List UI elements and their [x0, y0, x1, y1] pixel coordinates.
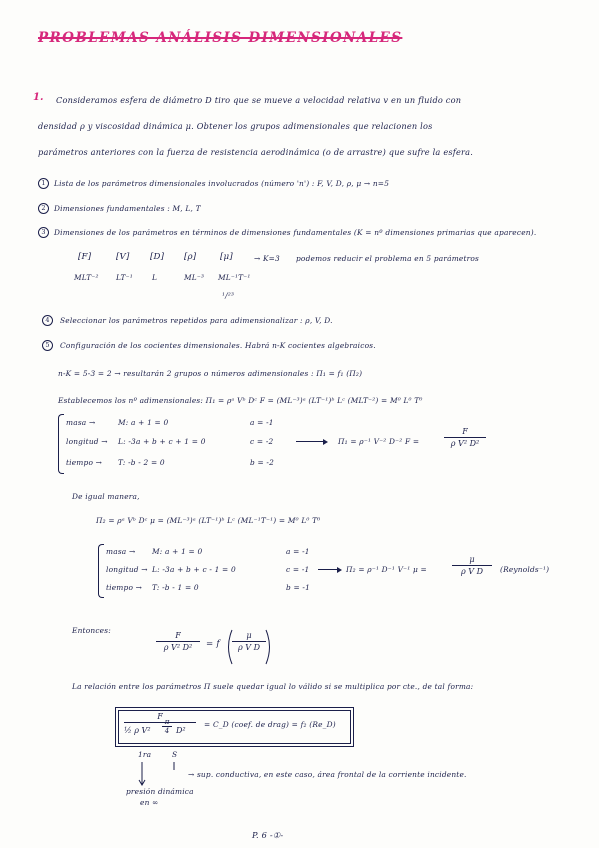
then-label: Entonces: — [72, 626, 111, 635]
sys2-label-length: longitud → — [106, 565, 148, 574]
step-4-text: Seleccionar los parámetros repetidos para adimensionalizar : ρ, V, D. — [60, 316, 333, 325]
dim-f: MLT⁻² — [74, 273, 99, 282]
nk-line: n-K = 5-3 = 2 → resultarán 2 grupos o números adimensionales : Π₁ = f₁ (Π₂) — [58, 369, 363, 378]
dim-param-d: [D] — [150, 252, 165, 262]
problem-number: 1. — [33, 92, 44, 103]
dim-mu: ML⁻¹T⁻¹ — [218, 273, 251, 282]
dim-v: LT⁻¹ — [116, 273, 133, 282]
reduce-note: podemos reducir el problema en 5 parámetros — [296, 254, 480, 263]
dim-footnote: ¹/²³ — [222, 291, 235, 300]
step-1-marker: 1 — [38, 178, 49, 189]
dim-param-mu: [μ] — [220, 252, 233, 262]
sys1-res-time: b = -2 — [250, 458, 275, 467]
step-2-text: Dimensiones fundamentales : M, L, T — [54, 204, 201, 213]
boxed-rhs: = C_D (coef. de drag) = f₂ (Re_D) — [204, 720, 336, 729]
same-way-line: De igual manera, — [72, 492, 140, 501]
under-arrows — [138, 760, 188, 790]
dim-param-f: [F] — [78, 252, 92, 262]
establish-line: Establecemos los nº adimensionales: Π₁ = ρᵃ Vᵇ Dᶜ F = (ML⁻³)ᵃ (LT⁻¹)ᵇ Lᶜ (MLT⁻²) = M⁰ L⁰ T⁰ — [58, 396, 423, 405]
pi1-numerator: F — [462, 427, 468, 436]
boxed-lhs-numerator: F — [157, 712, 163, 721]
sys2-eq-time: T: -b - 1 = 0 — [152, 583, 199, 592]
under-label-a: 1ra — [138, 750, 152, 759]
step-2-marker: 2 — [38, 203, 49, 214]
boxed-den-d2: D² — [176, 726, 186, 735]
pi-symbol: π — [164, 718, 170, 726]
pi2-fraction — [452, 555, 492, 576]
result-rhs-numerator: μ — [246, 631, 252, 640]
k-result: → K=3 — [254, 254, 280, 263]
pi2-expression: Π₂ = ρ⁻¹ D⁻¹ V⁻¹ μ = — [346, 565, 427, 574]
relation-text: La relación entre los parámetros Π suele quedar igual lo válido si se multiplica por cte., de tal forma: — [72, 682, 474, 691]
sys1-label-length: longitud → — [66, 437, 108, 446]
boxed-den-half-rho-v2: ½ ρ V² — [124, 726, 151, 735]
boxed-lhs-fraction — [124, 712, 196, 738]
sys1-arrow — [296, 441, 326, 442]
step-3-text: Dimensiones de los parámetros en términos de dimensiones fundamentales (K = nº dimensiones primarias que aparecen). — [54, 228, 537, 237]
statement-line-3: parámetros anteriores con la fuerza de resistencia aerodinámica (o de arrastre) que sufre la esfera. — [38, 147, 474, 157]
pi1-expression: Π₁ = ρ⁻¹ V⁻² D⁻² F = — [338, 437, 420, 446]
sys1-eq-time: T: -b - 2 = 0 — [118, 458, 165, 467]
pi1-denominator: ρ V² D² — [450, 439, 480, 448]
sys2-label-mass: masa → — [106, 547, 136, 556]
result-lhs-fraction — [156, 631, 200, 652]
sys2-arrow — [318, 569, 340, 570]
four-digit: 4 — [164, 727, 170, 735]
system-1-brace — [58, 414, 64, 474]
sys2-label-time: tiempo → — [106, 583, 143, 592]
boxed-lhs-denominator — [124, 718, 196, 738]
step-1-text: Lista de los parámetros dimensionales involucrados (número 'n') : F, V, D, ρ, μ → n=5 — [54, 179, 390, 188]
dim-param-v: [V] — [116, 252, 130, 262]
pi2-numerator: μ — [469, 555, 475, 564]
pressure-label: presión dinámica — [126, 787, 194, 796]
result-equals-f: = f — [206, 639, 220, 649]
result-lhs-numerator: F — [175, 631, 181, 640]
sys1-eq-length: L: -3a + b + c + 1 = 0 — [118, 437, 206, 446]
sys2-eq-mass: M: a + 1 = 0 — [152, 547, 203, 556]
dim-rho: ML⁻³ — [184, 273, 205, 282]
step-5-marker: 5 — [42, 340, 53, 351]
result-lhs-denominator: ρ V² D² — [163, 643, 193, 652]
system-2-brace — [98, 544, 104, 598]
pi2-denominator: ρ V D — [461, 567, 483, 576]
statement-line-1: Consideramos esfera de diámetro D tiro que se mueve a velocidad relativa v en un fluido con — [56, 95, 462, 105]
sys1-res-mass: a = -1 — [250, 418, 274, 427]
sys1-eq-mass: M: a + 1 = 0 — [118, 418, 169, 427]
sys2-res-mass: a = -1 — [286, 547, 310, 556]
result-rhs-fraction — [232, 631, 266, 652]
step-3-marker: 3 — [38, 227, 49, 238]
reynolds-note: (Reynolds⁻¹) — [500, 565, 550, 574]
step-5-text: Configuración de los cocientes dimensionales. Habrá n-K cocientes algebraicos. — [60, 341, 376, 350]
page-title: PROBLEMAS ANÁLISIS DIMENSIONALES — [38, 30, 403, 46]
sys1-label-mass: masa → — [66, 418, 96, 427]
result-rhs-denominator: ρ V D — [238, 643, 260, 652]
boxed-den-pi4 — [162, 718, 172, 735]
sys2-res-time: b = -1 — [286, 583, 311, 592]
pi1-fraction — [444, 427, 486, 448]
pi2-definition: Π₂ = ρᵃ Vᵇ Dᶜ μ = (ML⁻³)ᵃ (LT⁻¹)ᵇ Lᶜ (ML⁻¹T⁻¹) = M⁰ L⁰ T⁰ — [96, 516, 321, 525]
page-number: P. 6 -①- — [252, 830, 284, 840]
footnote-text: → sup. conductiva, en este caso, área frontal de la corriente incidente. — [188, 770, 467, 779]
dim-param-rho: [ρ] — [184, 252, 197, 262]
sys1-res-length: c = -2 — [250, 437, 274, 446]
sys2-res-length: c = -1 — [286, 565, 310, 574]
sys2-eq-length: L: -3a + b + c - 1 = 0 — [152, 565, 236, 574]
step-4-marker: 4 — [42, 315, 53, 326]
under-label-b: S — [172, 750, 178, 759]
statement-line-2: densidad ρ y viscosidad dinámica μ. Obtener los grupos adimensionales que relacionen los — [38, 121, 433, 131]
dim-d: L — [152, 273, 158, 282]
sys1-label-time: tiempo → — [66, 458, 103, 467]
pressure-label-2: en ∞ — [140, 798, 159, 807]
